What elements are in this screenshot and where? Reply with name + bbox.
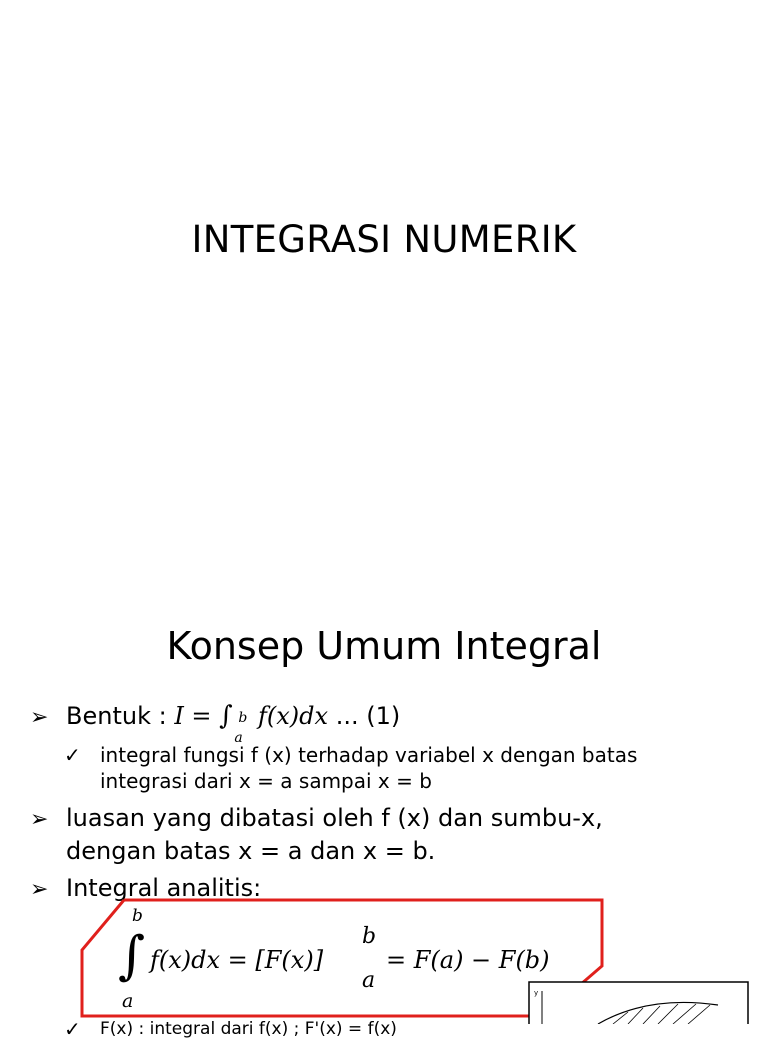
formula-i: I = [174,702,212,730]
sub-line-1: integral fungsi f (x) terhadap variabel x dengan batas [100,743,638,767]
bullet-luasan [30,802,730,870]
bullet-analitis-text: Integral analitis: [66,874,262,902]
bullet-bentuk [30,700,730,746]
sub-bullet-integral [64,742,754,798]
luasan-line-2: dengan batas x = a dan x = b. [66,837,436,865]
slide-title-heading: INTEGRASI NUMERIK [191,218,577,261]
integral-upper: b [238,710,248,726]
formula-upper-limit: b [132,906,143,926]
formula-suffix: ... (1) [335,702,401,730]
sub-bullet-integral-text [100,742,637,794]
eval-lower: a [362,968,376,993]
sub-line-2: integrasi dari x = a sampai x = b [100,769,432,793]
arrow-bullet-icon: ➢ [30,877,49,902]
slide-heading: Konsep Umum Integral [166,624,602,668]
luasan-line-1: luasan yang dibatasi oleh f (x) dan sumbu-x, [66,804,603,832]
area-figure [528,981,750,1024]
figure-y-label: y [534,989,539,997]
sub-bullet-fx-text: F(x) : integral dari f(x) ; F'(x) = f(x) [100,1019,397,1039]
bentuk-label: Bentuk : [66,702,175,730]
checkmark-icon: ✓ [64,1017,81,1041]
bullet-bentuk-text [66,700,401,746]
formula-body: f(x)dx [258,702,329,730]
formula-lower-limit: a [122,990,134,1012]
sub-bullet-fx [64,1016,564,1042]
bullet-luasan-text [66,802,603,868]
figure-frame [529,982,748,1024]
checkmark-icon: ✓ [64,743,81,767]
big-integral-icon: ∫ [118,926,146,986]
arrow-bullet-icon: ➢ [30,705,49,730]
formula-result: = F(a) − F(b) [386,946,550,974]
formula-integrand: f(x)dx = [F(x)] [150,946,324,974]
integral-lower: a [234,730,243,746]
eval-upper: b [362,924,377,949]
integral-sign-icon: ∫ [219,701,233,731]
arrow-bullet-icon: ➢ [30,807,49,832]
slide-konsep [0,576,768,1041]
